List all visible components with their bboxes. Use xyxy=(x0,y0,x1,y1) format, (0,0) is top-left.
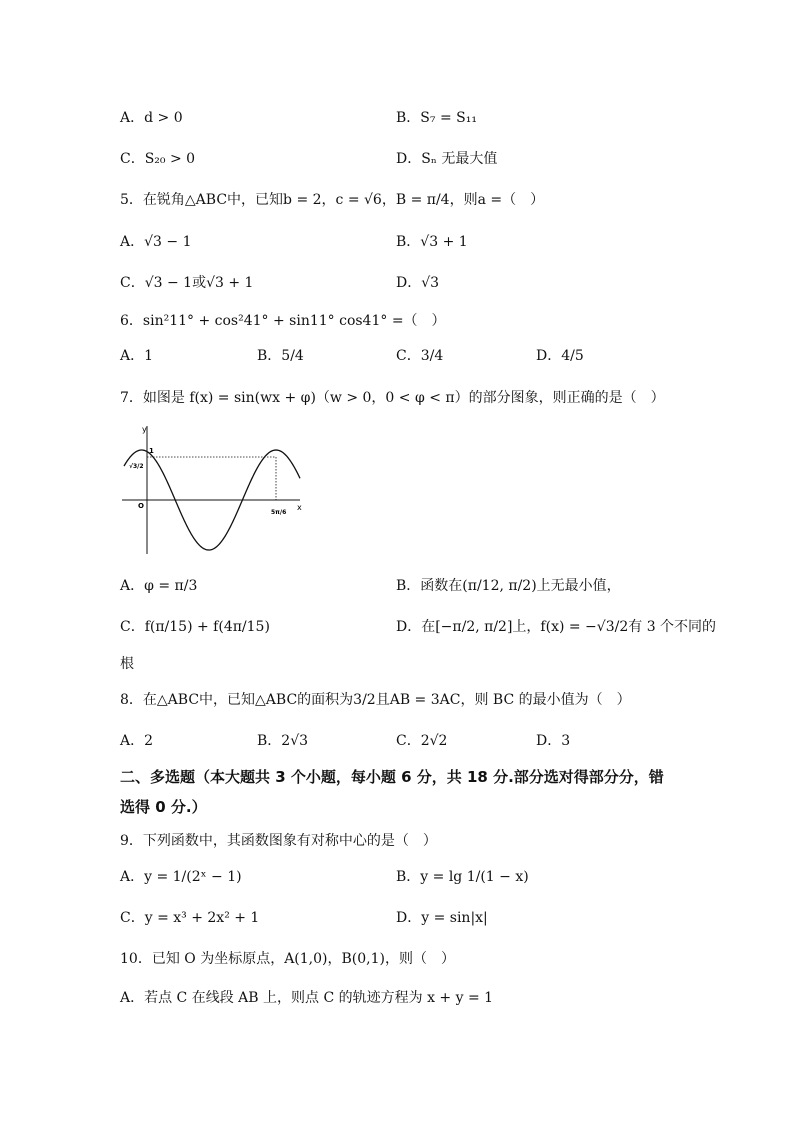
q9-option-d: D．y = sin|x| xyxy=(396,910,488,926)
q6-option-a: A．1 xyxy=(120,348,154,364)
q6-stem: 6．sin²11° + cos²41° + sin11° cos41° =（ ） xyxy=(120,313,446,329)
q5-option-b: B．√3 + 1 xyxy=(396,234,468,250)
q4-option-c: C．S₂₀ > 0 xyxy=(120,151,196,167)
q5-option-a: A．√3 − 1 xyxy=(120,234,192,250)
q8-stem: 8．在△ABC中，已知△ABC的面积为3/2且AB = 3AC，则 BC 的最小值为（ ） xyxy=(120,692,631,708)
q7-option-d-continuation: 根 xyxy=(120,656,134,672)
q8-option-c: C．2√2 xyxy=(396,733,448,749)
x-axis-label: x xyxy=(297,503,302,512)
q8-option-b: B．2√3 xyxy=(257,733,309,749)
origin-label: O xyxy=(138,502,144,510)
q6-option-d: D．4/5 xyxy=(536,348,584,364)
section-heading-line1: 二、多选题（本大题共 3 个小题，每小题 6 分，共 18 分.部分选对得部分分，错 xyxy=(120,768,664,786)
q8-option-d: D．3 xyxy=(536,733,571,749)
q7-stem: 7．如图是 f(x) = sin(wx + φ)（w > 0，0 < φ < π）的部分图象，则正确的是（ ） xyxy=(120,390,665,406)
q9-stem: 9．下列函数中，其函数图象有对称中心的是（ ） xyxy=(120,833,437,849)
q10-stem: 10．已知 O 为坐标原点，A(1,0)，B(0,1)，则（ ） xyxy=(120,951,455,967)
section-heading-line2: 选得 0 分.） xyxy=(120,798,207,816)
q10-option-a: A．若点 C 在线段 AB 上，则点 C 的轨迹方程为 x + y = 1 xyxy=(120,990,494,1006)
q6-option-b: B．5/4 xyxy=(257,348,304,364)
q8-option-a: A．2 xyxy=(120,733,154,749)
sine-graph-figure xyxy=(116,420,306,558)
q5-option-c: C．√3 − 1或√3 + 1 xyxy=(120,275,254,291)
q5-option-d: D．√3 xyxy=(396,275,440,291)
y-axis-label: y xyxy=(142,425,147,434)
q4-option-d: D．Sₙ 无最大值 xyxy=(396,151,498,167)
q7-option-d: D．在[−π/2, π/2]上，f(x) = −√3/2有 3 个不同的 xyxy=(396,619,717,635)
q5-stem: 5．在锐角△ABC中，已知b = 2，c = √6，B = π/4，则a =（ ） xyxy=(120,192,545,208)
tick-x-label: 5π/6 xyxy=(271,509,287,516)
q4-option-a: A．d > 0 xyxy=(120,110,183,126)
q6-option-c: C．3/4 xyxy=(396,348,444,364)
q4-option-b: B．S₇ = S₁₁ xyxy=(396,110,477,126)
tick-root-label: √3/2 xyxy=(129,463,144,470)
q7-option-b: B．函数在(π/12, π/2)上无最小值， xyxy=(396,578,621,594)
q9-option-b: B．y = lg 1/(1 − x) xyxy=(396,869,529,885)
q9-option-c: C．y = x³ + 2x² + 1 xyxy=(120,910,260,926)
tick-one-label: 1 xyxy=(149,447,154,455)
q7-option-a: A．φ = π/3 xyxy=(120,578,198,594)
q7-option-c: C．f(π/15) + f(4π/15) xyxy=(120,619,270,635)
q9-option-a: A．y = 1/(2ˣ − 1) xyxy=(120,869,242,885)
